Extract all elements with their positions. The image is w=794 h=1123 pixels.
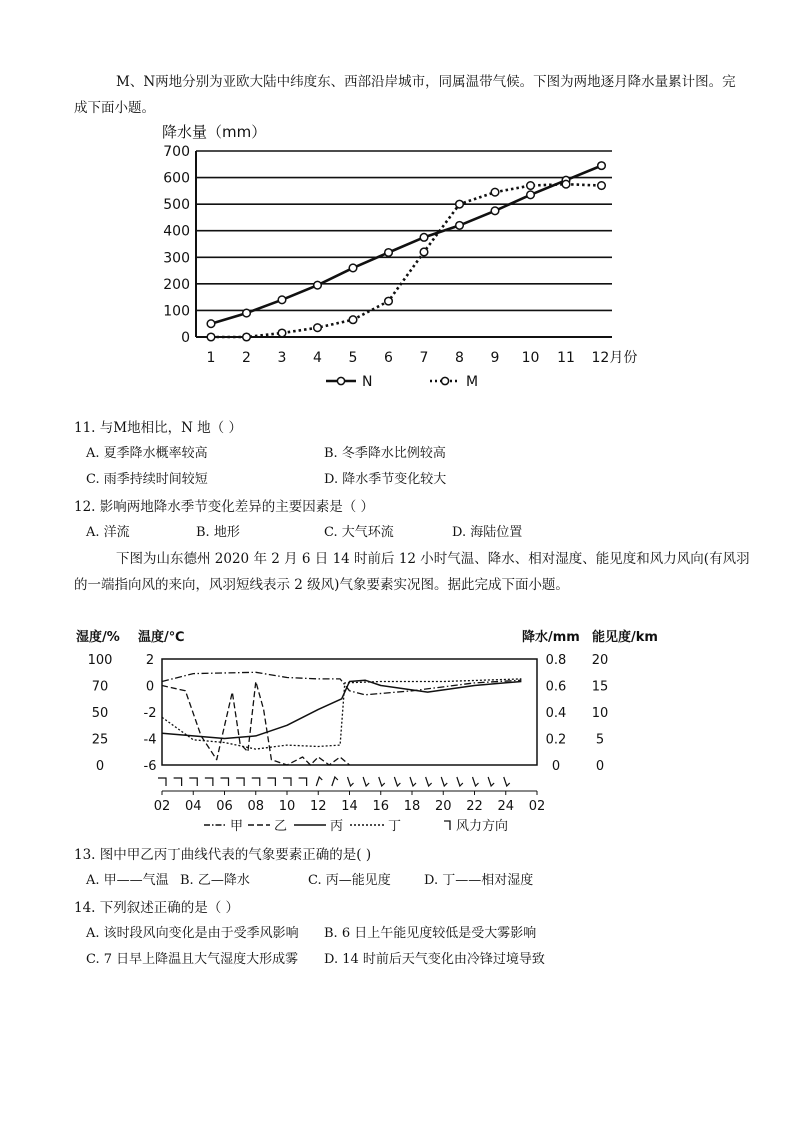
chart2-legend — [204, 818, 508, 834]
visibility-tick: 15 — [591, 679, 609, 695]
visibility-tick: 0 — [595, 759, 605, 774]
wind-barb — [348, 777, 354, 786]
x-tick-label: 6 — [384, 350, 393, 366]
wind-barb — [488, 777, 494, 786]
x-tick-label: 02 — [528, 799, 546, 814]
wind-barb — [473, 777, 479, 786]
intro1-line1: M、N两地分别为亚欧大陆中纬度东、西部沿岸城市，同属温带气候。下图为两地逐月降水量累计图。完 — [116, 74, 736, 90]
precip-tick: 0.6 — [545, 679, 567, 695]
precip-tick: 0 — [551, 759, 561, 774]
temperature-tick: -2 — [143, 706, 157, 721]
x-tick-label: 16 — [372, 799, 390, 814]
x-tick-label: 3 — [277, 350, 287, 366]
data-point-N — [385, 249, 393, 257]
q12-stem: 12. 影响两地降水季节变化差异的主要因素是（ ） — [74, 499, 375, 515]
x-tick-label: 12 — [309, 799, 327, 814]
wind-barb — [316, 777, 322, 786]
wind-barb — [332, 777, 338, 786]
legend-m-label: M — [466, 374, 479, 390]
intro1-line2: 成下面小题。 — [74, 100, 155, 116]
legend-bing: 丙 — [330, 819, 344, 834]
intro2-line2: 的一端指向风的来向，风羽短线表示 2 级风)气象要素实况图。据此完成下面小题。 — [74, 577, 569, 593]
x-tick-label: 10 — [521, 350, 540, 366]
data-point-N — [207, 320, 215, 328]
x-tick-label: 18 — [403, 799, 421, 814]
precip-chart — [0, 118, 794, 398]
wind-barb — [174, 778, 182, 786]
wind-barbs — [158, 777, 510, 786]
precip-axis-label: 降水/mm — [522, 630, 580, 645]
temperature-tick: -4 — [143, 732, 157, 748]
legend-yi: 乙 — [274, 819, 288, 834]
y-tick-label: 100 — [163, 303, 190, 320]
wind-barb — [158, 778, 166, 786]
x-tick-label: 2 — [242, 350, 251, 366]
y-tick-label: 0 — [181, 330, 190, 346]
wind-barb — [299, 778, 307, 786]
wind-barb — [379, 777, 385, 786]
legend-n-label: N — [362, 374, 373, 390]
chart2-series — [162, 672, 521, 765]
x-tick-label: 1 — [206, 350, 216, 366]
data-point-N — [349, 264, 357, 272]
x-tick-label: 10 — [278, 799, 296, 814]
chart1-yticks — [163, 144, 190, 346]
visibility-tick: 10 — [591, 706, 609, 721]
series-line-N — [211, 166, 602, 324]
x-tick-label: 08 — [247, 799, 265, 814]
visibility-axis-label: 能见度/km — [592, 630, 658, 645]
q14-option-d[interactable]: D. 14 时前后天气变化由冷锋过境导致 — [324, 952, 545, 967]
q13-option-a[interactable]: A. 甲——气温 — [86, 873, 169, 888]
data-point-M — [456, 200, 464, 208]
q13-stem: 13. 图中甲乙丙丁曲线代表的气象要素正确的是( ) — [74, 847, 372, 863]
x-tick-label: 7 — [419, 350, 429, 366]
q12-option-b[interactable]: B. 地形 — [196, 525, 240, 540]
data-point-M — [243, 333, 251, 341]
data-point-N — [491, 207, 499, 215]
data-point-M — [207, 333, 215, 341]
x-tick-label: 20 — [434, 799, 452, 814]
wind-barb — [221, 778, 229, 786]
data-point-M — [420, 248, 428, 256]
data-point-M — [562, 180, 570, 188]
wind-barb — [252, 778, 260, 786]
data-point-M — [349, 316, 357, 324]
y-tick-label: 200 — [163, 276, 190, 293]
temperature-axis-label: 温度/℃ — [138, 630, 185, 645]
x-tick-label: 8 — [455, 350, 464, 366]
wind-barb — [457, 777, 463, 786]
chart2-xticks — [154, 791, 546, 814]
q14-stem: 14. 下列叙述正确的是（ ） — [74, 900, 240, 916]
x-tick-label: 11 — [557, 350, 575, 366]
series-乙 — [162, 682, 350, 766]
humidity-tick: 70 — [91, 679, 109, 695]
y-tick-label: 700 — [163, 144, 190, 160]
y-tick-label: 500 — [163, 197, 190, 214]
y-tick-label: 400 — [163, 223, 190, 240]
temperature-tick: 2 — [145, 653, 155, 668]
data-point-N — [598, 162, 606, 170]
visibility-tick: 5 — [595, 732, 605, 748]
temperature-tick: 0 — [145, 679, 155, 695]
visibility-tick: 20 — [591, 653, 609, 668]
wind-barb — [189, 778, 197, 786]
wind-barb — [236, 778, 244, 786]
data-point-N — [420, 234, 428, 242]
q13-option-b[interactable]: B. 乙—降水 — [180, 873, 250, 888]
x-tick-label: 22 — [466, 799, 483, 814]
series-line-M — [211, 184, 602, 337]
data-point-M — [598, 182, 606, 190]
data-point-N — [314, 281, 322, 289]
precip-tick: 0.8 — [545, 653, 567, 668]
data-point-N — [278, 296, 286, 304]
q11-option-d[interactable]: D. 降水季节变化较大 — [324, 472, 447, 487]
data-point-N — [243, 309, 251, 317]
precip-tick: 0.2 — [545, 732, 567, 748]
series-甲 — [162, 672, 521, 695]
x-tick-label: 9 — [490, 350, 500, 366]
chart1-series — [207, 162, 605, 341]
wind-barb — [410, 777, 416, 786]
x-tick-label: 14 — [341, 799, 358, 814]
q14-option-a[interactable]: A. 该时段风向变化是由于受季风影响 — [86, 926, 299, 941]
y-tick-label: 300 — [163, 250, 190, 267]
chart2-axis-ticks — [88, 653, 609, 774]
data-point-N — [456, 222, 464, 230]
precip-tick: 0.4 — [545, 706, 567, 721]
q11-stem: 11. 与M地相比，N 地（ ） — [74, 420, 242, 436]
intro2-line1: 下图为山东德州 2020 年 2 月 6 日 14 时前后 12 小时气温、降水、相对湿度、能见度和风力风向(有风羽 — [116, 551, 750, 567]
chart1-legend — [326, 374, 478, 390]
x-tick-label: 24 — [497, 799, 515, 814]
data-point-N — [527, 191, 535, 199]
chart1-ylabel: 降水量（mm） — [162, 123, 267, 141]
humidity-tick: 50 — [91, 706, 109, 721]
series-丁 — [162, 679, 521, 749]
q12-option-a[interactable]: A. 洋流 — [86, 525, 130, 540]
q11-option-a[interactable]: A. 夏季降水概率较高 — [86, 446, 208, 461]
data-point-M — [527, 182, 535, 190]
x-tick-label: 12月份 — [591, 350, 638, 366]
humidity-tick: 0 — [95, 759, 105, 774]
wind-barb — [363, 777, 369, 786]
wind-barb — [283, 778, 291, 786]
data-point-M — [314, 324, 322, 332]
x-tick-label: 04 — [184, 799, 202, 814]
q14-option-b[interactable]: B. 6 日上午能见度较低是受大雾影响 — [324, 926, 537, 941]
wind-barb — [504, 777, 510, 786]
chart2-plot-frame — [162, 659, 537, 765]
q11-option-b[interactable]: B. 冬季降水比例较高 — [324, 446, 446, 461]
x-tick-label: 5 — [348, 350, 358, 366]
legend-jia: 甲 — [230, 819, 244, 834]
q11-option-c[interactable]: C. 雨季持续时间较短 — [86, 472, 208, 487]
q13-option-c[interactable]: C. 丙—能见度 — [308, 873, 391, 888]
q12-option-d[interactable]: D. 海陆位置 — [452, 525, 523, 540]
y-tick-label: 600 — [163, 170, 190, 187]
humidity-tick: 25 — [91, 732, 109, 748]
data-point-M — [491, 188, 499, 196]
q14-option-c[interactable]: C. 7 日早上降温且大气湿度大形成雾 — [86, 952, 299, 967]
humidity-axis-label: 湿度/% — [76, 630, 120, 645]
humidity-tick: 100 — [87, 653, 113, 668]
wind-barb — [426, 777, 432, 786]
temperature-tick: -6 — [143, 759, 157, 774]
x-tick-label: 4 — [313, 350, 322, 366]
wind-barb — [394, 777, 400, 786]
wind-barb — [441, 777, 447, 786]
legend-ding: 丁 — [388, 819, 402, 834]
q13-option-d[interactable]: D. 丁——相对湿度 — [424, 873, 534, 888]
q12-option-c[interactable]: C. 大气环流 — [324, 525, 394, 540]
legend-wind: 风力方向 — [456, 819, 509, 834]
data-point-M — [278, 329, 286, 337]
chart1-xticks — [207, 350, 638, 366]
wind-barb — [267, 778, 275, 786]
weather-chart — [0, 622, 794, 842]
wind-barb — [205, 778, 213, 786]
x-tick-label: 02 — [153, 799, 171, 814]
data-point-M — [385, 297, 393, 305]
x-tick-label: 06 — [216, 799, 233, 814]
